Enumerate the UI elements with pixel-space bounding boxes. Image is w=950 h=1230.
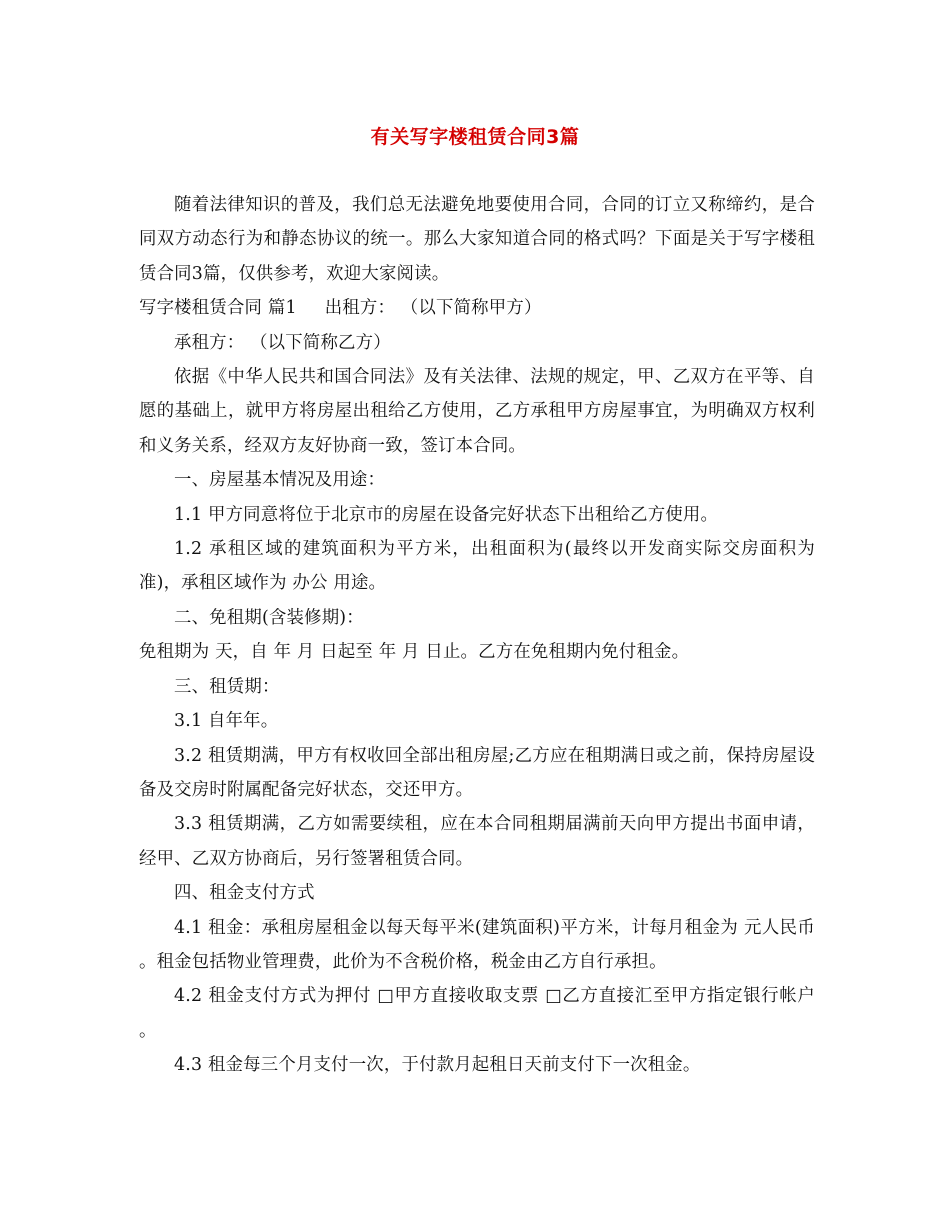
document-body	[139, 188, 815, 1083]
basis-paragraph: 依据《中华人民共和国合同法》及有关法律、法规的规定，甲、乙双方在平等、自愿的基础上，就甲方将房屋出租给乙方使用，乙方承租甲方房屋事宜，为明确双方权利和义务关系，经双方友好协商一致，签订本合同。	[139, 367, 815, 456]
lessee-paragraph: 承租方： （以下简称乙方）	[174, 332, 391, 353]
section-1-heading: 一、房屋基本情况及用途：	[174, 470, 386, 491]
intro-paragraph: 随着法律知识的普及，我们总无法避免地要使用合同，合同的订立又称缔约，是合同双方动态行为和静态协议的统一。那么大家知道合同的格式吗？下面是关于写字楼租赁合同3篇，仅供参考，欢迎大家阅读。	[139, 195, 815, 284]
clause-3-1: 3.1 自年年。	[174, 711, 279, 732]
lessor-line: 出租方： （以下简称甲方）	[324, 298, 542, 319]
part1-heading: 写字楼租赁合同 篇1	[139, 298, 297, 319]
section-4-heading: 四、租金支付方式	[174, 883, 315, 904]
clause-4-2: 4.2 租金支付方式为押付 □甲方直接收取支票 □乙方直接汇至甲方指定银行帐户 。	[139, 986, 815, 1041]
section-3-heading: 三、租赁期：	[174, 676, 280, 697]
clause-3-3: 3.3 租赁期满，乙方如需要续租，应在本合同租期届满前天向甲方提出书面申请，经甲、乙双方协商后，另行签署租赁合同。	[139, 814, 815, 869]
part1-heading-line	[139, 291, 815, 325]
clause-1-1: 1.1 甲方同意将位于北京市的房屋在设备完好状态下出租给乙方使用。	[174, 504, 719, 525]
clause-1-2: 1.2 承租区域的建筑面积为平方米，出租面积为(最终以开发商实际交房面积为准)，承租区域作为 办公 用途。	[139, 539, 815, 594]
section-2-body: 免租期为 天，自 年 月 日起至 年 月 日止。乙方在免租期内免付租金。	[139, 642, 690, 663]
clause-4-1: 4.1 租金：承租房屋租金以每天每平米(建筑面积)平方米，计每月租金为 元人民币 。租金包括物业管理费，此价为不含税价格，税金由乙方自行承担。	[139, 917, 815, 972]
clause-3-2: 3.2 租赁期满，甲方有权收回全部出租房屋;乙方应在租期满日或之前，保持房屋设备及交房时附属配备完好状态，交还甲方。	[139, 745, 815, 800]
clause-4-3: 4.3 租金每三个月支付一次，于付款月起租日天前支付下一次租金。	[174, 1055, 701, 1076]
section-2-heading: 二、免租期(含装修期)：	[174, 607, 364, 628]
document-title: 有关写字楼租赁合同3篇	[370, 126, 580, 148]
